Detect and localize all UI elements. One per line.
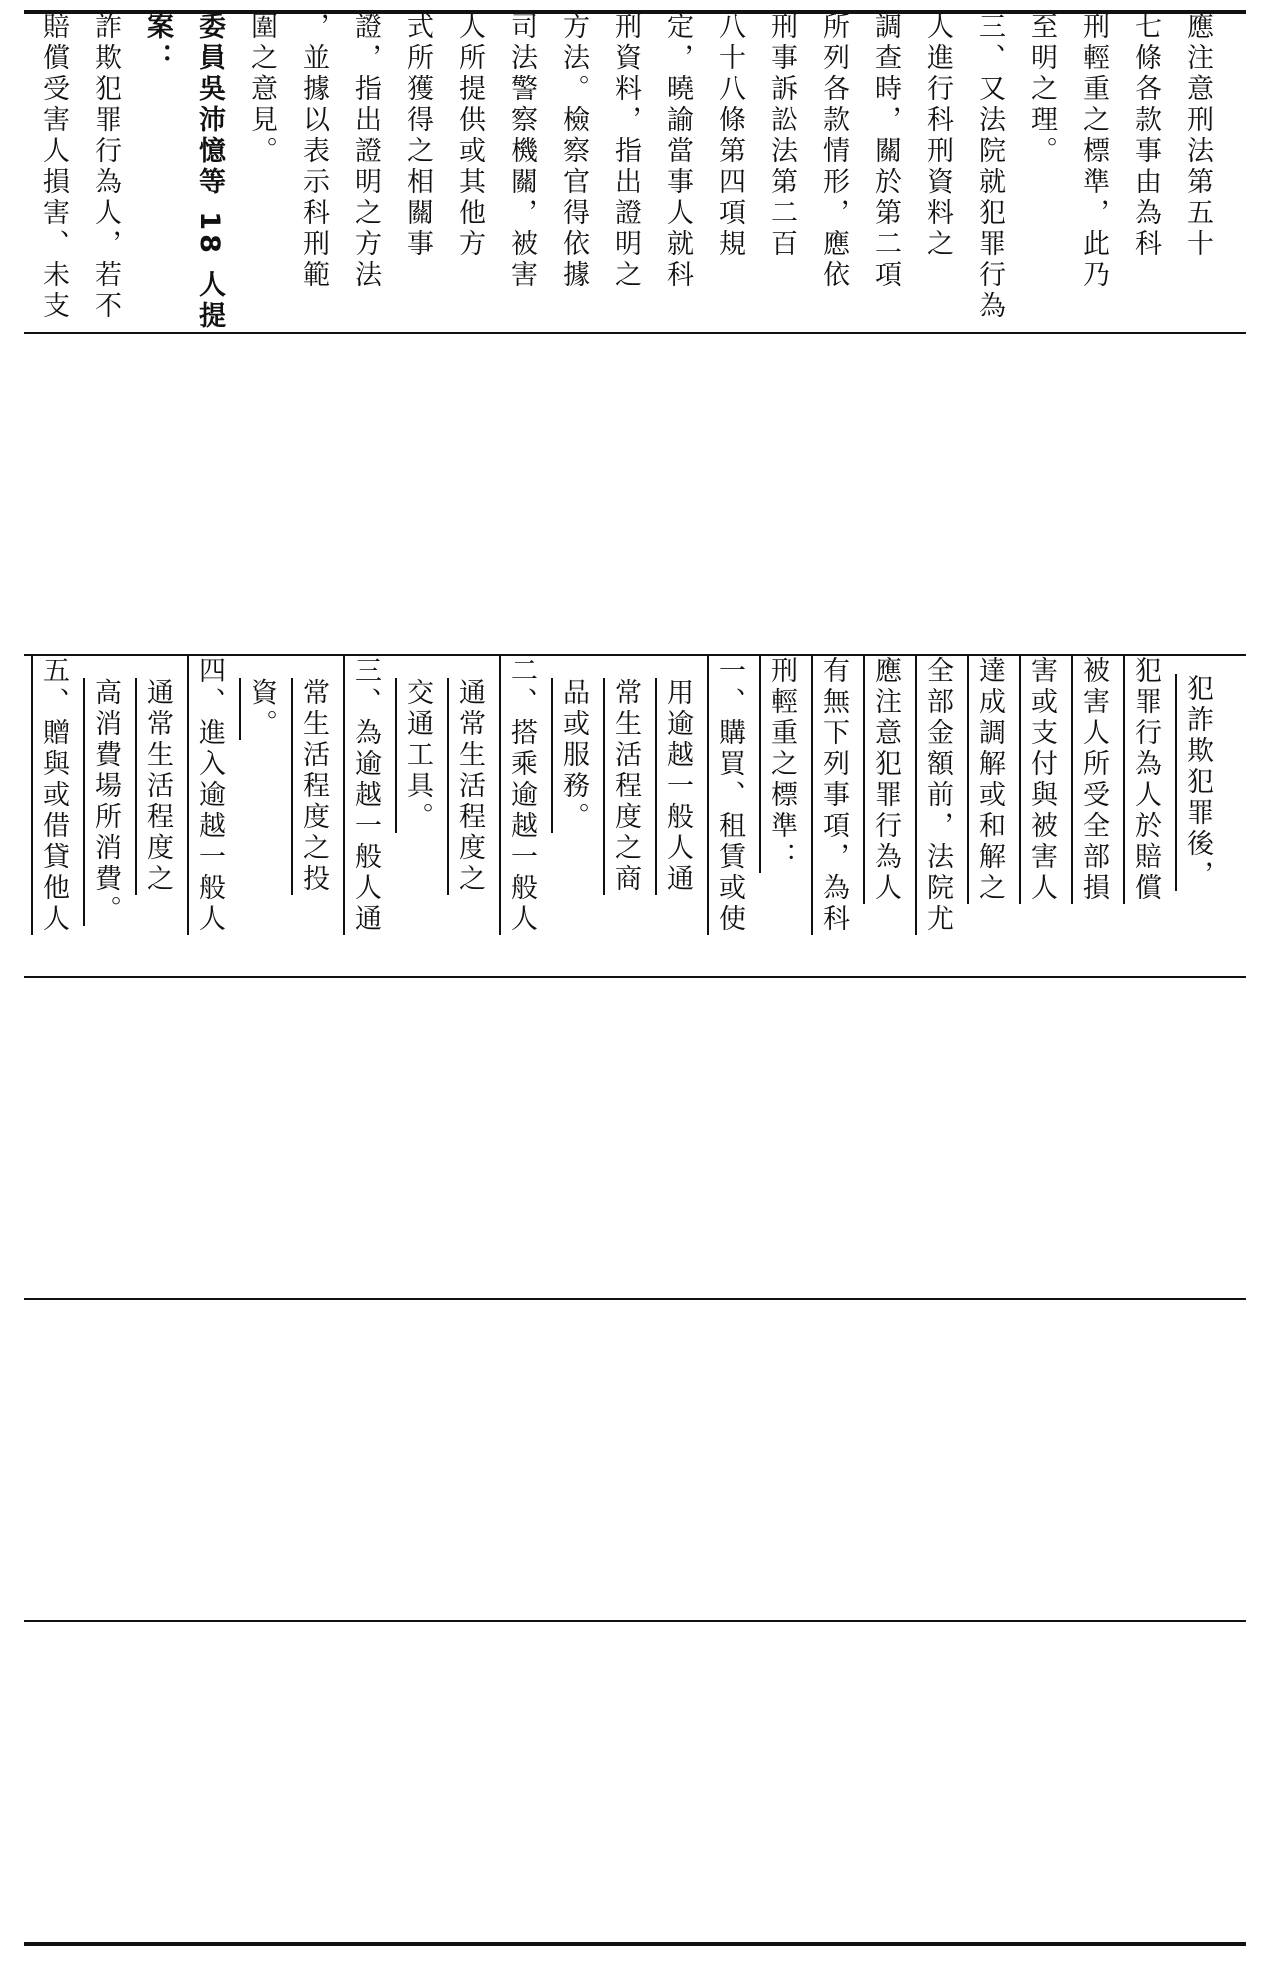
text-line: 刑資料，指出證明之 bbox=[610, 12, 641, 291]
text-line: 二、搭乘逾越一般人 bbox=[506, 656, 537, 935]
text-line: 犯詐欺犯罪後， bbox=[1182, 674, 1213, 891]
text-line: 被害人所受全部損 bbox=[1078, 656, 1109, 904]
explanation-cell bbox=[24, 12, 1246, 332]
row-divider bbox=[24, 1620, 1246, 1622]
text-line: 應注意犯罪行為人 bbox=[870, 656, 901, 904]
text-line: 圍之意見。 bbox=[246, 12, 277, 167]
text-line: 有無下列事項，為科 bbox=[818, 656, 849, 935]
proposed-article-cell bbox=[24, 656, 1246, 976]
text-line: 交通工具。 bbox=[402, 678, 433, 833]
text-line: 詐欺犯罪行為人，若不 bbox=[90, 12, 121, 322]
text-line: 五、贈與或借貸他人 bbox=[38, 656, 69, 935]
text-line: 所列各款情形，應依 bbox=[818, 12, 849, 291]
text-line: 至明之理。 bbox=[1026, 12, 1057, 167]
text-line: 方法。檢察官得依據 bbox=[558, 12, 589, 291]
text-line: 應注意刑法第五十 bbox=[1182, 12, 1213, 260]
row-divider bbox=[24, 976, 1246, 978]
text-line: 三、又法院就犯罪行為 bbox=[974, 12, 1005, 322]
text-line: 犯罪行為人於賠償 bbox=[1130, 656, 1161, 904]
text-line: 七條各款事由為科 bbox=[1130, 12, 1161, 260]
text-line: 人所提供或其他方 bbox=[454, 12, 485, 260]
text-line: 常生活程度之商 bbox=[610, 678, 641, 895]
text-line: 通常生活程度之 bbox=[142, 678, 173, 895]
text-line: 達成調解或和解之 bbox=[974, 656, 1005, 904]
text-line: 品或服務。 bbox=[558, 678, 589, 833]
text-line: 調查時，關於第二項 bbox=[870, 12, 901, 291]
text-line: 定，曉諭當事人就科 bbox=[662, 12, 693, 291]
text-line: 司法警察機關，被害 bbox=[506, 12, 537, 291]
text-line: 三、為逾越一般人通 bbox=[350, 656, 381, 935]
text-line: 高消費場所消費。 bbox=[90, 678, 121, 926]
text-line: 人進行科刑資料之 bbox=[922, 12, 953, 260]
proposal-heading: 案： bbox=[142, 12, 173, 74]
text-line: 證，指出證明之方法 bbox=[350, 12, 381, 291]
text-line: 通常生活程度之 bbox=[454, 678, 485, 895]
text-line: 資。 bbox=[246, 678, 277, 740]
row-divider bbox=[24, 1298, 1246, 1300]
proposal-heading: 委員吳沛憶等 18 人提 bbox=[194, 12, 225, 333]
text-line: 常生活程度之投 bbox=[298, 678, 329, 895]
text-line: 一、購買、租賃或使 bbox=[714, 656, 745, 935]
text-line: 式所獲得之相關事 bbox=[402, 12, 433, 260]
text-line: 賠償受害人損害、未支 bbox=[38, 12, 69, 322]
text-line: 刑輕重之標準，此乃 bbox=[1078, 12, 1109, 291]
text-line: ，並據以表示科刑範 bbox=[298, 12, 329, 291]
row-divider bbox=[24, 332, 1246, 334]
text-line: 刑輕重之標準： bbox=[766, 656, 797, 873]
text-line: 四、進入逾越一般人 bbox=[194, 656, 225, 935]
text-line: 八十八條第四項規 bbox=[714, 12, 745, 260]
text-line: 全部金額前，法院尤 bbox=[922, 656, 953, 935]
table-bottom-border bbox=[24, 1942, 1246, 1946]
text-line: 害或支付與被害人 bbox=[1026, 656, 1057, 904]
text-line: 用逾越一般人通 bbox=[662, 678, 693, 895]
text-line: 刑事訴訟法第二百 bbox=[766, 12, 797, 260]
